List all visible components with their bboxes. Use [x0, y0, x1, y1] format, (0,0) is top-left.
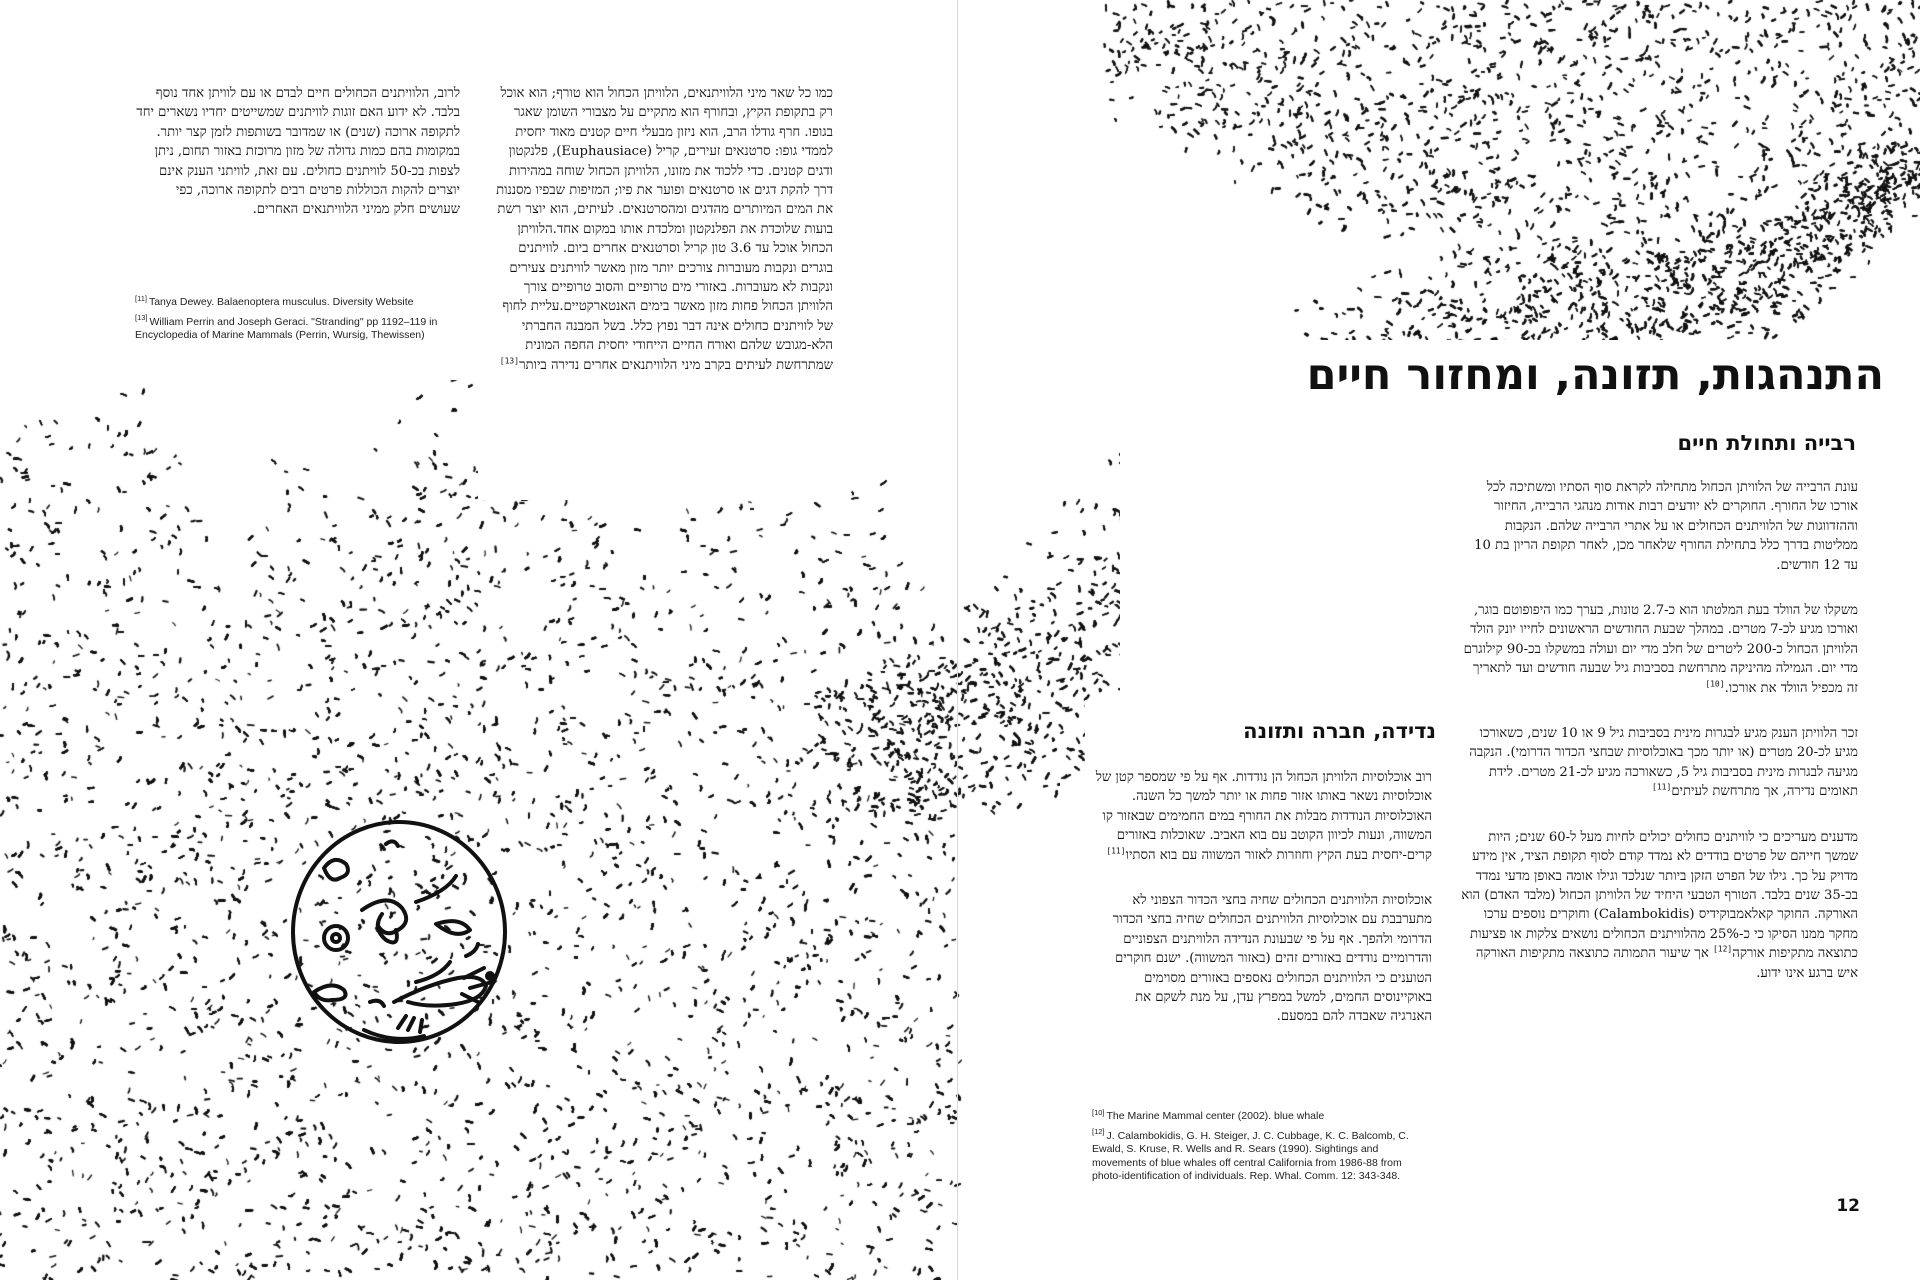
- paragraph-breeding-3: זכר הלוויתן הענק מגיע לבגרות מינית בסביבות גיל 9 או 10 שנים, כשאורכו מגיע לכ-20 מטרים (או יותר מכך באוכלוסיות שבחצי הכדור הדרומי). הנקבה מגיעה לבגרות מינית בסביבות גיל 5, כשאורכה מגיע לכ-21 מטרים. לידת תאומים נדירה, אך מתרחשת לעיתים[11]: [1469, 726, 1858, 800]
- paragraph-breeding-2: משקלו של הוולד בעת המלטתו הוא כ-2.7 טונות, בערך כמו היפופוטם בוגר, ואורכו מגיע לכ-7 מטרים. במהלך שבעת החודשים הראשונים לחייו יונק הולד הלוויתן הכחול כ-200 ליטרים של חלב מדי יום ועולה במשקלו בכ-90 קילוגרם מדי יום. הגמילה מהיניקה מתרחשת בסביבות גיל שבעה חודשים ועד לתאריך זה מכפיל הוולד את אורכו.[10]: [1463, 603, 1858, 696]
- section-title-migration: נדידה, חברה ותזונה: [1239, 718, 1440, 744]
- left-column-left: [135, 84, 460, 238]
- paragraph-breeding-4: מדענים מעריכים כי לוויתנים כחולים יכולים לחיות מעל ל-60 שנים; היות שמשך חייהם של פרטים בודדים לא נמדד קודם לסוף תקופת הציד, אין מידע מדויק על כך. גילו של הפרט הזקן ביותר שנלכד וגילו אומה באופן מדעי נמדד בכ-35 שנים בלבד. הטורף הטבעי היחיד של הלוויתן הכחול (מלבד האדם) הוא האורקה. החוקר קאלאמבוקידיס (Calambokidis) וחוקרים נוספים ערכו מחקר ממנו הסיקו כי כ-25% מהלוויתנים הכחולים נושאים צלקות או פציעות כתוצאה מתקיפות אורקה[12] אך שיעור התמותה כתוצאה מתקיפות האורקה איש ברגע אינו ידוע.: [1461, 829, 1858, 981]
- moon-with-krill-icon: [266, 806, 536, 1056]
- reference-item: [11] Tanya Dewey. Balaenoptera musculus. Diversity Website: [135, 293, 414, 308]
- paragraph-breeding-1: עונת הרבייה של הלוויתן הכחול מתחילה לקראת סוף הסתיו ומשתיכה לכל אורכו של החורף. החוקרים לא יודעים רבות אודות מנהגי הרבייה, החיזור וההזדווגות של הלוויתנים הכחולים או על אתרי הרבייה שלהם. הנקבות ממליטות בדרך כלל בתחילת החורף שלאחר מכן, לאחר תקופת הריון בת 10 עד 12 חודשים.: [1474, 480, 1858, 573]
- left-references: [135, 293, 460, 349]
- right-references: [1092, 1107, 1432, 1190]
- paragraph-feeding: כמו כל שאר מיני הלוויתנאים, הלוויתן הכחול הוא טורף; הוא אוכל רק בתקופת הקיץ, ובחורף הוא מתקיים על מצבורי השומן שאגר בגופו. חרף גודלו הרב, הוא ניזון מבעלי חיים קטנים מאוד יחסית לממדי גופו: סרטנאים זעירים, קריל (Euphausiace), פלנקטון ודגים קטנים. כדי ללכוד את מזונו, הלוויתן הכחול שוחה במהירות דרך להקת דגים או סרטנאים ופוער את פיו; המזיפות שבפיו מסננות את המים המיותרים מהדגים ומהסרטנאים. לעיתים, הוא יוצר רשת בועות שלוכדת את הפלנקטון ומלכדת אותו במקום אחד.הלוויתן הכחול אוכל עד 3.6 טון קריל וסרטנאים אחרים ביום. לוויתנים בוגרים ונקבות מעוברות צורכים יותר מזון מאשר לוויתנים צעירים ונקבות לא מעוברות. באזורי מים טרופיים והסוב טרופיים צורך הלוויתן הכחול פחות מזון מאשר בימים האנטארקטיים.עליית לחוף של לוויתנים כחולים אינה דבר נפוץ כלל. בשל המבנה החברתי הלא-מגובש שלהם ואורח החיים הייחודי יחסית החפה המונית שמתרחשת לעיתים בקרב מיני הלוויתנאים אחרים נדירה ביותר[13]: [496, 86, 833, 373]
- page-number: 12: [1836, 1196, 1860, 1216]
- reference-item: [12] J. Calambokidis, G. H. Steiger, J. C. Cubbage, K. C. Balcomb, C. Ewald, S. Kruse, R. Wells and R. Sears (1990). Sightings and movements of blue whales off central California from 1986-88 from photo-identification of individuals. Rep. Whal. Comm. 12: 343-348.: [1092, 1127, 1409, 1182]
- paragraph-migration-2: אוכלוסיות הלוויתנים הכחולים שחיה בחצי הכדור הצפוני לא מתערבבת עם אוכלוסיות הלוויתנים הכחולים שחיה בחצי הכדור הדרומי ולהפך. אף על פי שבעונת הנדידה הלוויתנים הצפוניים והדרומיים נודדים באזורים זהים (באזור המשווה). ישנם חוקרים הטוענים כי הלוויתנים הכחולים נאספים באזורים מסוימים באוקיינוסים החמים, למשל במפרץ עדן, על מנת לשקם את האנרגיה שאבדה להם במסעם.: [1112, 893, 1432, 1025]
- paragraph-social: לרוב, הלוויתנים הכחולים חיים לבדם או עם לוויתן אחד נוסף בלבד. לא ידוע האם זוגות לוויתנים שמשייטים יחדיו נשארים יחד לתקופה ארוכה (שנים) או שמדובר בשותפות לזמן קצר יותר. במקומות בהם כמות גדולה של מזון מרוכזת באזור תחום, ניתן לצפות בכ-50 לוויתנים כחולים. עם זאת, לוויתני הענק אינם יוצרים להקות הכוללות פרטים רבים לתקופה ארוכה, כפי שעושים חלק ממיני הלוויתנאים האחרים.: [136, 86, 460, 218]
- left-column-right: [495, 84, 833, 393]
- right-column-migration: [1092, 768, 1432, 1045]
- reference-item: [10] The Marine Mammal center (2002). blue whale: [1092, 1107, 1325, 1122]
- paragraph-migration-1: רוב אוכלוסיות הלוויתן הכחול הן נודדות. אף על פי שמספר קטן של אוכלוסיות נשאר באותו אזור פחות או יותר למשך כל השנה. האוכלוסיות הנודדות מבלות את החורף במים החמימים שבאזור קו המשווה, ונעות לכיוון הקוטב עם בוא האביב. שאוכלות באזורים קרים-יחסית בעת הקיץ וחוזרות לאזור המשווה עם בוא הסתיו[11]: [1095, 770, 1432, 863]
- page-fold: [957, 0, 958, 1280]
- right-column-breeding: [1458, 478, 1858, 1001]
- section-title-breeding: רבייה ותחולת חיים: [1673, 430, 1860, 456]
- reference-item: [13] William Perrin and Joseph Geraci. "Stranding" pp 1192–119 in Encyclopedia of Marine Mammals (Perrin, Wursig, Thewissen): [135, 313, 438, 341]
- page-title: התנהגות, תזונה, ומחזור חיים: [1301, 348, 1890, 402]
